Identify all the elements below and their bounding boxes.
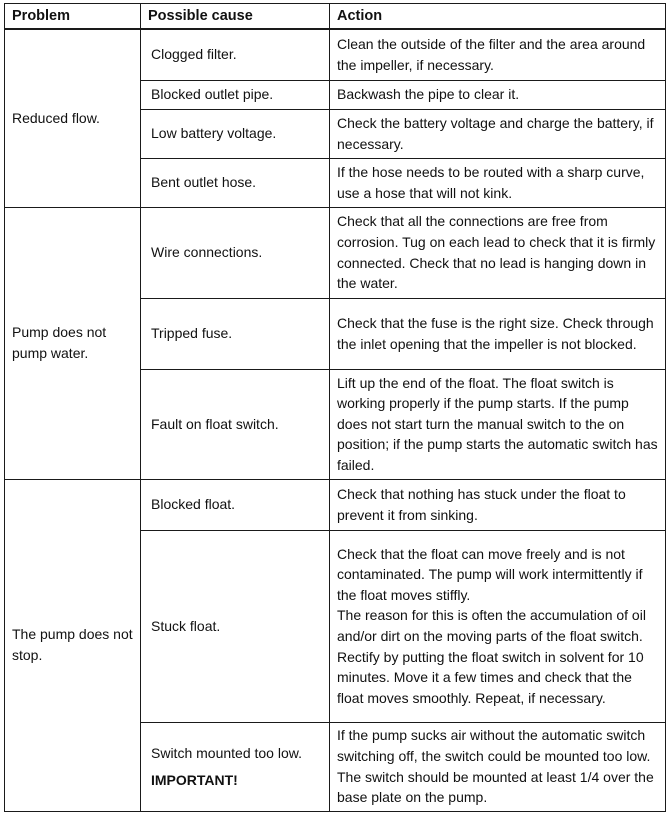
action-cell: Backwash the pipe to clear it. xyxy=(330,80,666,109)
table-row xyxy=(5,29,666,80)
cause-cell: Blocked outlet pipe. xyxy=(141,80,330,109)
action-cell: If the pump sucks air without the automatic switch switching off, the switch could be mounted too low. The switch should be mounted at least 1/4 over the base plate on the pump. xyxy=(330,722,666,811)
header-row xyxy=(5,4,666,30)
action-cell: If the hose needs to be routed with a sharp curve, use a hose that will not kink. xyxy=(330,158,666,207)
cause-cell: Low battery voltage. xyxy=(141,109,330,158)
cause-cell: Bent outlet hose. xyxy=(141,158,330,207)
cause-cell: Stuck float. xyxy=(141,530,330,722)
troubleshooting-table-container xyxy=(4,3,665,812)
header-action: Action xyxy=(330,4,666,30)
cause-text: Switch mounted too low. xyxy=(151,744,302,761)
cause-cell: Tripped fuse. xyxy=(141,298,330,369)
header-problem: Problem xyxy=(5,4,141,30)
problem-cell: Reduced flow. xyxy=(5,29,141,207)
important-note: IMPORTANT! xyxy=(151,771,238,788)
troubleshooting-table xyxy=(4,3,666,812)
cause-cell: Fault on float switch. xyxy=(141,369,330,479)
problem-cell: The pump does not stop. xyxy=(5,479,141,811)
action-paragraph: Check that the float can move freely and is not contaminated. The pump will work intermittently if the float moves stiffly. xyxy=(337,545,643,603)
action-cell: Clean the outside of the filter and the area around the impeller, if necessary. xyxy=(330,29,666,80)
problem-cell: Pump does not pump water. xyxy=(5,207,141,479)
cause-cell: Blocked float. xyxy=(141,479,330,530)
cause-cell: Clogged filter. xyxy=(141,29,330,80)
action-cell: Check that the fuse is the right size. Check through the inlet opening that the impeller is not blocked. xyxy=(330,298,666,369)
header-possible-cause: Possible cause xyxy=(141,4,330,30)
cause-cell: Wire connections. xyxy=(141,207,330,298)
action-cell: Check the battery voltage and charge the battery, if necessary. xyxy=(330,109,666,158)
action-cell xyxy=(330,530,666,722)
cause-cell xyxy=(141,722,330,811)
action-cell: Check that nothing has stuck under the float to prevent it from sinking. xyxy=(330,479,666,530)
table-row xyxy=(5,479,666,530)
action-cell: Lift up the end of the float. The float switch is working properly if the pump starts. If the pump does not start turn the manual switch to the on position; if the pump starts the automatic switch has failed. xyxy=(330,369,666,479)
table-row xyxy=(5,207,666,298)
action-cell: Check that all the connections are free from corrosion. Tug on each lead to check that it is firmly connected. Check that no lead is hanging down in the water. xyxy=(330,207,666,298)
action-paragraph: The reason for this is often the accumulation of oil and/or dirt on the moving parts of the float switch. Rectify by putting the float switch in solvent for 10 minutes. Move it a few times and check that the float moves smoothly. Repeat, if necessary. xyxy=(337,607,646,706)
